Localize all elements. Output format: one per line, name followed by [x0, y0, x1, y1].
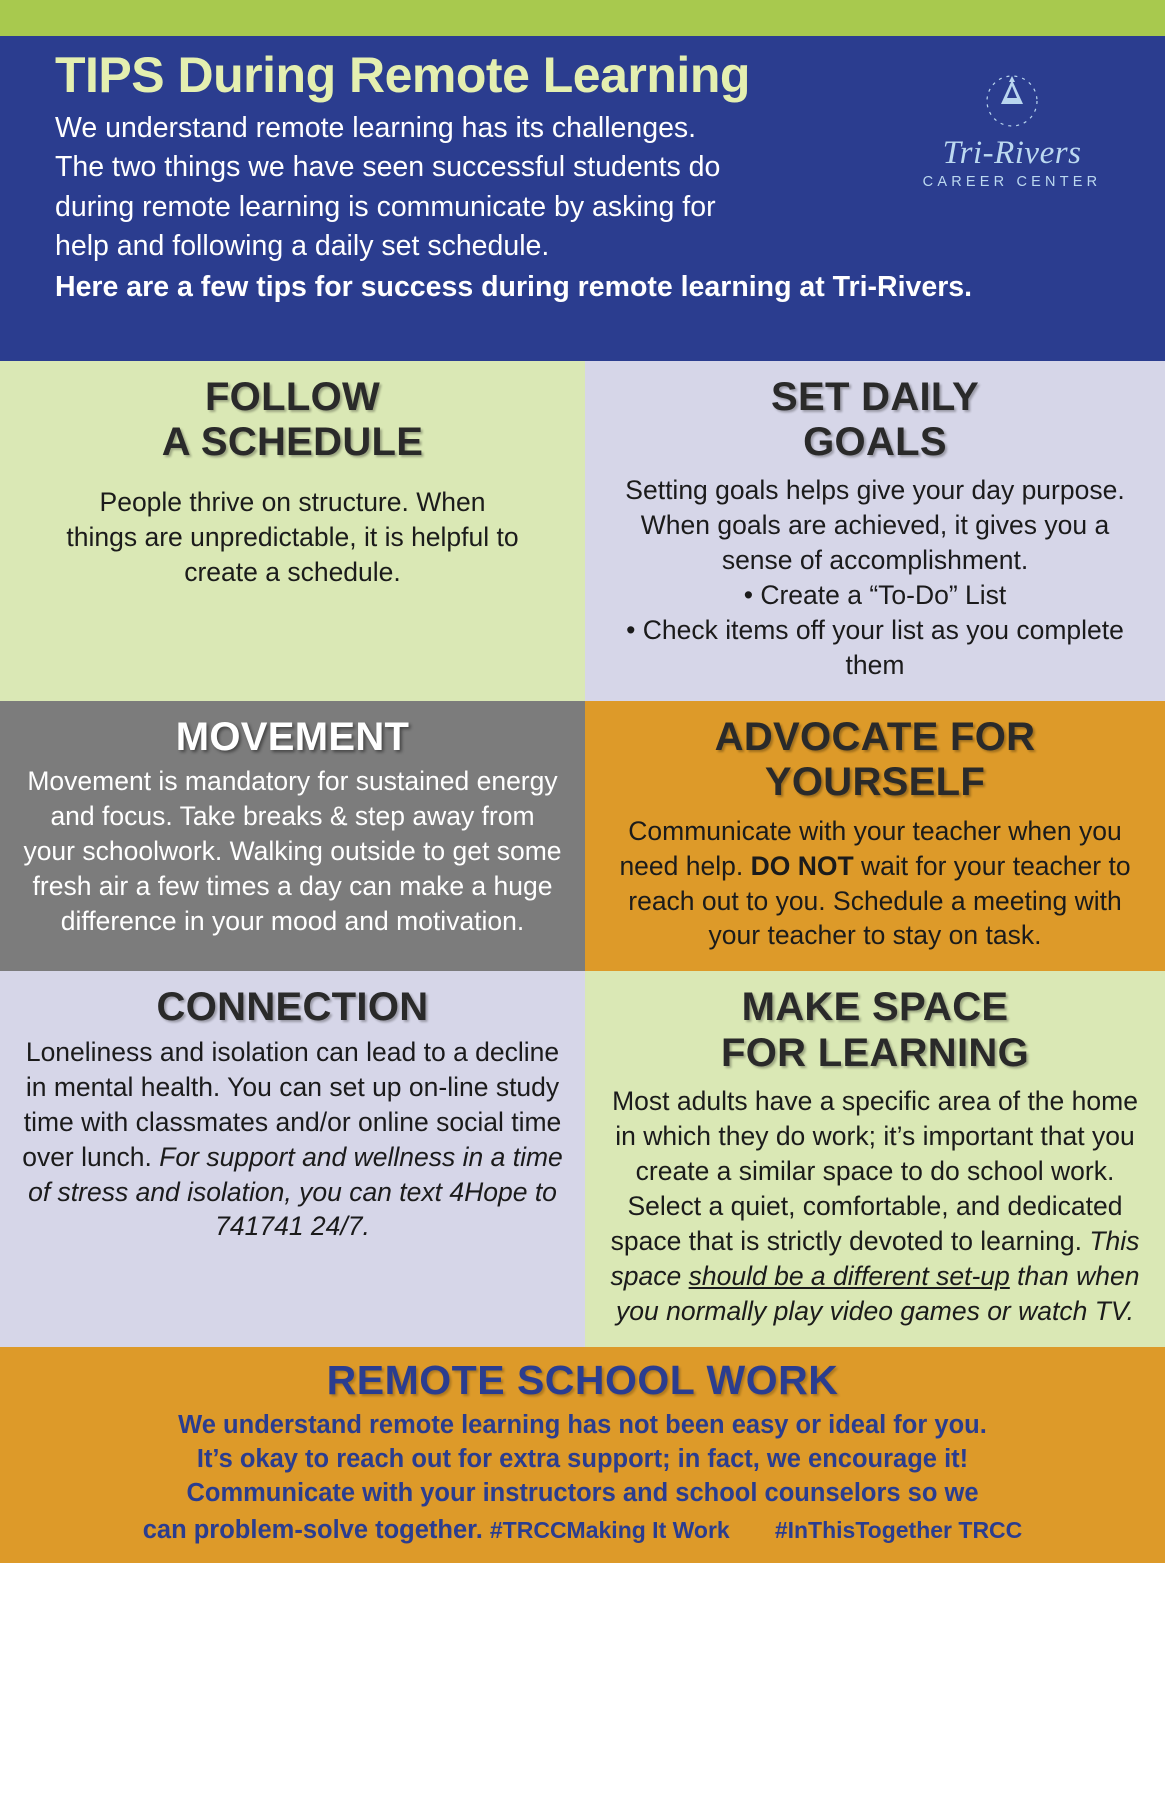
tip-bullets-set-daily-goals	[607, 578, 1143, 683]
tip-title-follow-a-schedule	[22, 375, 563, 465]
tip-card-follow-a-schedule	[0, 361, 585, 701]
footer-line-1: We understand remote learning has not been easy or ideal for you.	[178, 1410, 987, 1439]
tip-body-part: Communicate with your teacher when you need help.	[619, 815, 1122, 881]
tip-card-movement	[0, 701, 585, 971]
tip-title-make-space-for-learning	[607, 985, 1143, 1075]
tip-body-italic: than when you normally play video games or watch TV.	[616, 1260, 1140, 1326]
list-item: • Create a “To-Do” List	[607, 578, 1143, 613]
tip-card-make-space-for-learning	[585, 971, 1165, 1346]
logo	[907, 74, 1117, 190]
footer-title: REMOTE SCHOOL WORK	[326, 1356, 839, 1403]
header-line-1: We understand remote learning has its challenges.	[55, 112, 697, 144]
tip-title-line: FOR LEARNING	[720, 1030, 1030, 1075]
tip-body-follow-a-schedule: People thrive on structure. When things are unpredictable, it is helpful to create a schedule.	[66, 487, 519, 588]
footer-line-2: It’s okay to reach out for extra support; in fact, we encourage it!	[196, 1445, 969, 1474]
tip-title-movement: MOVEMENT	[175, 715, 410, 760]
logo-wordmark: Tri-Rivers	[942, 135, 1082, 171]
tip-body-part: Most adults have a specific area of the home in which they do work; it’s important that you create a similar space to do school work. Select a quiet, comfortable, and dedicated space that is strictly devoted to learning.	[610, 1085, 1138, 1256]
tip-card-set-daily-goals	[585, 361, 1165, 701]
tip-body-emphasis: DO NOT	[750, 850, 854, 881]
footer-line-4: can problem-solve together.	[142, 1515, 483, 1544]
tip-title-advocate-for-yourself	[607, 715, 1143, 805]
tip-title-line: FOLLOW	[204, 375, 381, 419]
tip-title-connection: CONNECTION	[156, 985, 429, 1030]
hashtag-trcc-making-it-work: #TRCCMaking It Work	[489, 1516, 730, 1543]
hashtag-in-this-together-trcc: #InThisTogether TRCC	[774, 1516, 1023, 1543]
tip-card-connection	[0, 971, 585, 1346]
tip-title-line: A SCHEDULE	[161, 420, 424, 465]
footer-last-line	[30, 1513, 1135, 1547]
poster-footer	[0, 1347, 1165, 1564]
tip-card-advocate-for-yourself	[585, 701, 1165, 971]
page-title: TIPS During Remote Learning	[55, 47, 750, 103]
tip-title-line: YOURSELF	[764, 760, 986, 805]
tip-body-advocate-for-yourself	[607, 814, 1143, 954]
logo-subtitle: CAREER CENTER	[922, 174, 1102, 191]
footer-line-3: Communicate with your instructors and school counselors so we	[186, 1479, 979, 1508]
mountain-compass-icon	[907, 74, 1117, 133]
poster-header	[0, 36, 1165, 361]
list-item: • Check items off your list as you complete them	[607, 613, 1143, 683]
tip-body-connection	[22, 1035, 563, 1245]
tip-title-line: MAKE SPACE	[741, 985, 1009, 1030]
header-line-4: help and following a daily set schedule.	[55, 229, 550, 262]
tip-body-italic: This space	[610, 1225, 1140, 1291]
tip-body-italic-underline: should be a different set-up	[688, 1260, 1010, 1291]
top-accent-strip	[0, 0, 1165, 36]
tip-body-part: wait for your teacher to reach out to you. Schedule a meeting with your teacher to stay on task.	[628, 850, 1131, 951]
tip-title-line: SET DAILY	[771, 375, 979, 419]
header-bold-line: Here are a few tips for success during remote learning at Tri-Rivers.	[55, 271, 973, 304]
tip-body-movement: Movement is mandatory for sustained energy and focus. Take breaks & step away from your schoolwork. Walking outside to get some fresh air a few times a day can make a huge difference in your mood and motivation.	[23, 766, 562, 937]
tip-body-make-space-for-learning	[607, 1084, 1143, 1329]
tip-title-line: GOALS	[803, 420, 947, 465]
tip-body-set-daily-goals: Setting goals helps give your day purpose. When goals are achieved, it gives you a sense of accomplishment.	[625, 475, 1125, 576]
tip-title-line: ADVOCATE FOR	[714, 715, 1036, 760]
header-line-2: The two things we have seen successful students do	[55, 151, 721, 184]
tips-grid	[0, 361, 1165, 1347]
tip-body-italic: For support and wellness in a time of stress and isolation, you can text 4Hope to 741741 24/7.	[28, 1141, 563, 1242]
tip-title-set-daily-goals	[607, 375, 1143, 465]
header-line-3: during remote learning is communicate by asking for	[55, 190, 716, 223]
tip-body-part: Loneliness and isolation can lead to a decline in mental health. You can set up on-line study time with classmates and/or online social time over lunch.	[22, 1036, 562, 1172]
